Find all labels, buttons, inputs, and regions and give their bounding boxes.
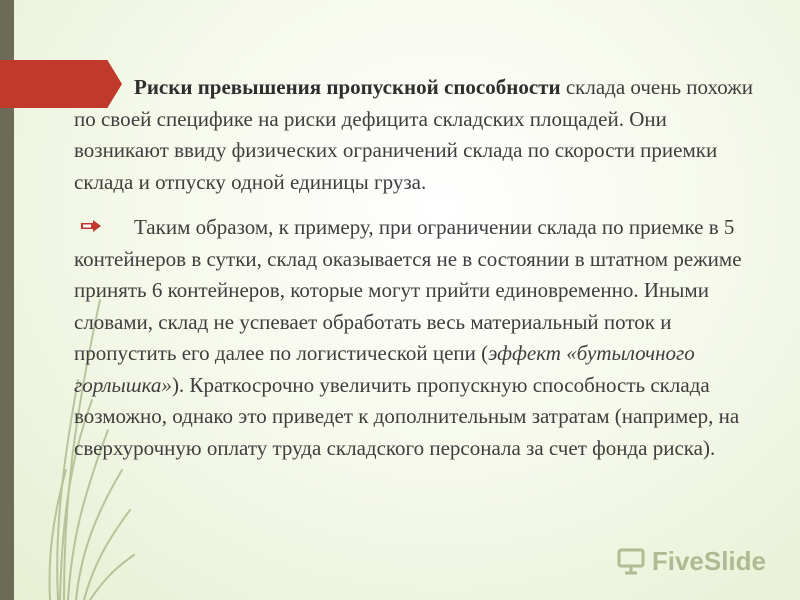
paragraph-example — [74, 212, 764, 464]
paragraph-example-tail: ). Краткосрочно увеличить пропускную способность склада возможно, однако это приведет к дополнительным затратам (например, на сверхурочную оплату труда складского персонала за счет фонда риска). — [74, 372, 740, 460]
paragraph-risks-text: склада очень похожи по своей специфике на риски дефицита складских площадей. Они возникают ввиду физических ограничений склада по скорости приемки склада и отпуску одной единицы груза. — [74, 75, 753, 194]
paragraph-risks — [74, 72, 764, 198]
slide-logo-icon — [616, 546, 646, 576]
watermark-text: FiveSlide — [651, 545, 766, 576]
slide-content — [74, 72, 764, 464]
pen-arrow-bullet-icon — [80, 212, 110, 243]
watermark — [616, 544, 766, 578]
bold-lead-text: Риски превышения пропускной способности — [134, 75, 561, 99]
italic-effect-text: эффект «бутылочного горлышка» — [74, 341, 695, 397]
paragraph-example-text: Таким образом, к примеру, при ограничении склада по приемке в 5 контейнеров в сутки, склад оказывается не в состоянии в штатном режиме принять 6 контейнеров, которые могут прийти единовременно. Иными словами, склад не успевает обработать весь материальный поток и пропустить его далее по логистической цепи ( — [74, 215, 742, 365]
